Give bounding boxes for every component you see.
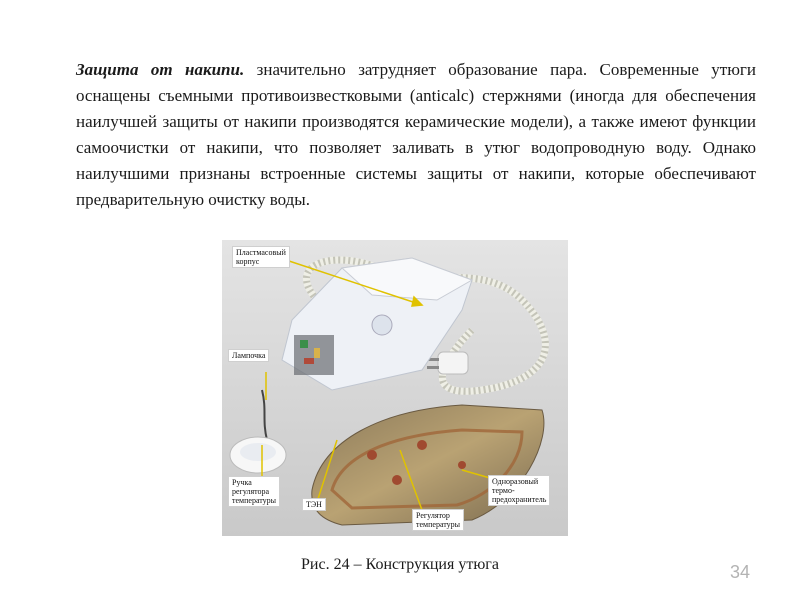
body-paragraph bbox=[76, 57, 756, 213]
figure-caption: Рис. 24 – Конструкция утюга bbox=[301, 556, 499, 573]
page-number: 34 bbox=[729, 562, 750, 582]
iron-construction-photo bbox=[222, 240, 568, 536]
label-fuse: Одноразовый термо- предохранитель bbox=[488, 475, 550, 506]
label-heater: ТЭН bbox=[302, 498, 326, 511]
label-plastic-body: Пластмасовый корпус bbox=[232, 246, 290, 268]
label-lamp: Лампочка bbox=[228, 349, 269, 362]
paragraph-lead: Защита от накипи. bbox=[76, 60, 245, 79]
paragraph-body: значительно затрудняет образование пара. Современные утюги оснащены съемными противоизвестковыми (anticalc) стержнями (иногда для обеспечения наилучшей защиты от накипи производятся керамические модели), а также имеют функции самоочистки от накипи, что позволяет заливать в утюг водопроводную воду. Однако наилучшими признаны встроенные системы защиты от накипи, которые обеспечивают предварительную очистку воды. bbox=[76, 60, 756, 209]
label-thermostat: Регулятор температуры bbox=[412, 509, 464, 531]
label-temp-knob: Ручка регулятора температуры bbox=[228, 476, 280, 507]
